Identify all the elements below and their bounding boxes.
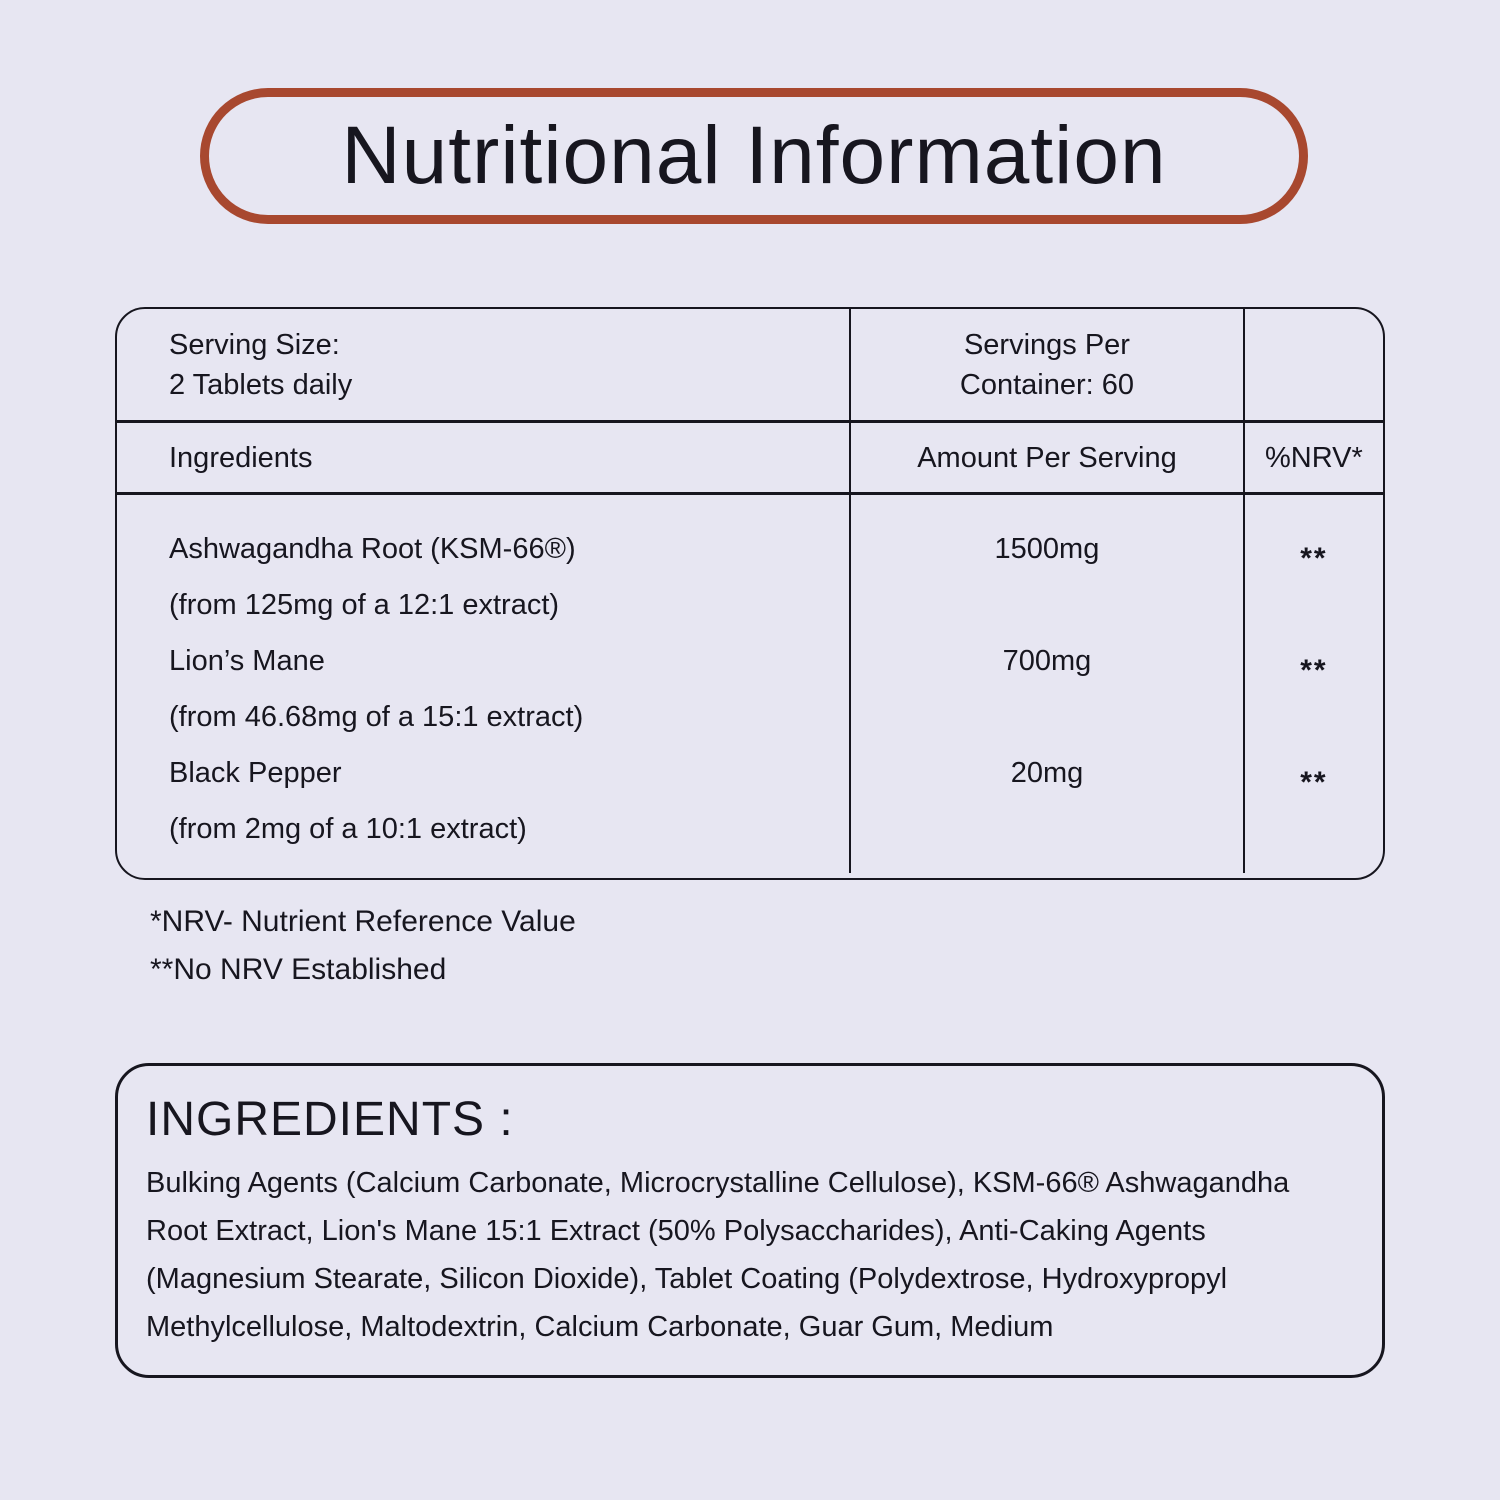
ingredient-detail: (from 46.68mg of a 15:1 extract) <box>169 701 584 733</box>
ingredient-detail: (from 2mg of a 10:1 extract) <box>169 813 527 845</box>
ingredients-header-label: Ingredients <box>169 441 313 474</box>
ingredient-names-column <box>117 495 849 873</box>
ingredient-detail: (from 125mg of a 12:1 extract) <box>169 589 560 621</box>
nrv-column-header <box>1243 423 1383 492</box>
serving-info-row <box>117 309 1383 423</box>
nrv-header-label: %NRV* <box>1264 441 1363 474</box>
servings-per-line2: Container: 60 <box>959 368 1135 401</box>
amount-column-header <box>849 423 1243 492</box>
amount-value: 700mg <box>1002 645 1092 677</box>
servings-per-line1: Servings Per <box>963 328 1130 361</box>
ingredients-heading: INGREDIENTS : <box>146 1093 514 1146</box>
ingredients-box <box>115 1063 1385 1378</box>
servings-per-container-cell <box>849 309 1243 420</box>
ingredients-paragraph: Bulking Agents (Calcium Carbonate, Microcrystalline Cellulose), KSM-66® Ashwagandha Root Extract, Lion's Mane 15:1 Extract (50% Polysaccharides), Anti-Caking Agents (Magnesium Stearate, Silicon Dioxide), Tablet Coating (Polydextrose, Hydroxypropyl Methylcellulose, Maltodextrin, Calcium Carbonate, Guar Gum, Medium <box>146 1167 1290 1343</box>
ingredient-name: Ashwagandha Root (KSM-66®) <box>169 533 576 565</box>
nrv-values-column <box>1243 495 1383 873</box>
serving-size-value: 2 Tablets daily <box>169 368 353 401</box>
serving-row-empty-cell <box>1243 309 1383 420</box>
footnote-nrv-definition: *NRV- Nutrient Reference Value <box>150 905 576 938</box>
nrv-value: ** <box>1300 654 1328 687</box>
footnote-no-nrv: **No NRV Established <box>150 953 447 986</box>
amount-value: 1500mg <box>994 533 1100 565</box>
ingredient-name: Black Pepper <box>169 757 342 789</box>
serving-size-label: Serving Size: <box>169 328 340 361</box>
column-header-row <box>117 423 1383 495</box>
nrv-value: ** <box>1300 542 1328 575</box>
ingredient-name: Lion’s Mane <box>169 645 325 677</box>
page-title: Nutritional Information <box>341 110 1167 201</box>
nrv-footnotes <box>150 898 576 994</box>
ingredients-column-header <box>117 423 849 492</box>
nrv-value: ** <box>1300 766 1328 799</box>
title-box <box>200 88 1308 224</box>
serving-size-cell <box>117 309 849 420</box>
ingredient-rows <box>117 495 1383 873</box>
amount-values-column <box>849 495 1243 873</box>
nutrition-table <box>115 307 1385 880</box>
amount-value: 20mg <box>1010 757 1084 789</box>
amount-header-label: Amount Per Serving <box>917 441 1177 474</box>
